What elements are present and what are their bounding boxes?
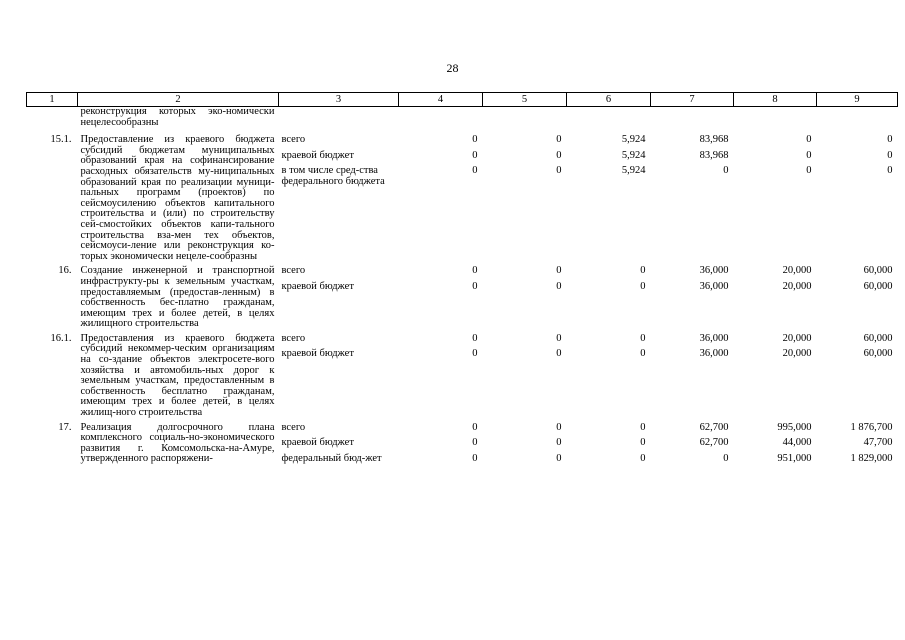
funding-source: краевой бюджет — [281, 149, 354, 161]
funding-source: краевой бюджет — [281, 348, 354, 360]
amount-value: 60,000 — [863, 280, 893, 292]
value-cell-v9 — [817, 135, 898, 262]
value-cell-v7 — [651, 262, 734, 330]
row-description: Создание инженерной и транспортной инфраструкту-ры к земельным участкам, предоставляемым (предостав-ленным) в собственность бес-платно гражданам, имеющим трех и более детей, в целях жилищного строительства — [80, 265, 275, 330]
row-description: Предоставления из краевого бюджета субсидий некоммер-ческим организациям на со-здание объектов электросете-вого хозяйства и автомобиль-ных дорог к земельным участкам, предоставленным в собственность бесплатно гражданам, имеющим трех и более детей, в целях жилищ-ного строительства — [80, 332, 275, 419]
amount-value: 0 — [887, 149, 893, 161]
value-cell-v5 — [483, 135, 567, 262]
budget-table — [26, 92, 898, 469]
table-row — [27, 330, 898, 419]
amount-value: 62,700 — [699, 421, 729, 433]
amount-value: 0 — [472, 265, 478, 277]
amount-value: 0 — [640, 452, 646, 464]
amount-value: 60,000 — [863, 332, 893, 344]
column-header: 6 — [567, 93, 651, 107]
amount-value: 0 — [556, 348, 562, 360]
row-description: Реализация долгосрочного плана комплексного социаль-но-экономического развития г. Комсомольска-на-Амуре, утвержденного распоряжени- — [80, 421, 275, 465]
amount-value: 0 — [556, 452, 562, 464]
amount-value: 36,000 — [699, 332, 729, 344]
funding-source-cell — [279, 330, 399, 419]
amount-value: 60,000 — [863, 265, 893, 277]
row-description: Предоставление из краевого бюджета субсидий бюджетам муниципальных образований края на софинансирование расходных обязательств му-ниципальных образований края по реализации муници-пальных программ (проектов) по сейсмоусилению объектов капитального строительства и (или) по строительству сей-смостойких объектов капи-тального строительства вза-мен тех объектов, сейсмоуси-ление или реконструкция ко-торых экономически нецеле-сообразны — [80, 134, 275, 262]
amount-value: 0 — [640, 421, 646, 433]
value-cell-v5 — [483, 419, 567, 470]
amount-value: 60,000 — [863, 348, 893, 360]
amount-value: 0 — [472, 437, 478, 449]
value-cell-v8 — [734, 419, 817, 470]
column-header: 9 — [817, 93, 898, 107]
funding-source-cell — [279, 135, 399, 262]
amount-value: 36,000 — [699, 348, 729, 360]
funding-source: всего — [281, 332, 306, 344]
value-cell-v9 — [817, 419, 898, 470]
funding-source: всего — [281, 265, 306, 277]
column-header: 8 — [734, 93, 817, 107]
amount-value: 0 — [887, 165, 893, 177]
amount-value: 0 — [556, 134, 562, 146]
amount-value: 5,924 — [621, 149, 646, 161]
funding-source-cell — [279, 419, 399, 470]
amount-value: 0 — [640, 332, 646, 344]
amount-value: 0 — [640, 348, 646, 360]
amount-value: 62,700 — [699, 437, 729, 449]
amount-value: 0 — [472, 348, 478, 360]
amount-value: 0 — [640, 280, 646, 292]
value-cell-v9 — [817, 330, 898, 419]
funding-source: краевой бюджет — [281, 280, 354, 292]
value-cell-v5 — [483, 262, 567, 330]
funding-source: всего — [281, 421, 306, 433]
amount-value: 0 — [723, 452, 729, 464]
amount-value: 0 — [472, 332, 478, 344]
column-header: 2 — [78, 93, 279, 107]
funding-source: всего — [281, 134, 306, 146]
value-cell-v5 — [483, 330, 567, 419]
value-cell-v6 — [567, 330, 651, 419]
amount-value: 36,000 — [699, 265, 729, 277]
continuation-row — [27, 107, 898, 136]
funding-source: краевой бюджет — [281, 437, 354, 449]
value-cell-v4 — [399, 262, 483, 330]
column-header: 1 — [27, 93, 78, 107]
amount-value: 20,000 — [782, 348, 812, 360]
amount-value: 0 — [472, 149, 478, 161]
row-index: 16.1. — [50, 332, 72, 344]
amount-value: 0 — [472, 452, 478, 464]
value-cell-v8 — [734, 262, 817, 330]
amount-value: 0 — [640, 437, 646, 449]
amount-value: 20,000 — [782, 265, 812, 277]
amount-value: 0 — [472, 421, 478, 433]
amount-value: 0 — [556, 149, 562, 161]
funding-source: федеральный бюд-жет — [281, 452, 382, 464]
table-row — [27, 419, 898, 470]
amount-value: 36,000 — [699, 280, 729, 292]
value-cell-v4 — [399, 419, 483, 470]
row-index: 15.1. — [50, 134, 72, 146]
amount-value: 83,968 — [699, 149, 729, 161]
table-row — [27, 135, 898, 262]
column-header: 7 — [651, 93, 734, 107]
amount-value: 0 — [723, 165, 729, 177]
value-cell-v7 — [651, 330, 734, 419]
amount-value: 0 — [806, 149, 812, 161]
amount-value: 20,000 — [782, 332, 812, 344]
amount-value: 83,968 — [699, 134, 729, 146]
amount-value: 0 — [556, 280, 562, 292]
amount-value: 20,000 — [782, 280, 812, 292]
amount-value: 0 — [556, 165, 562, 177]
amount-value: 951,000 — [777, 452, 812, 464]
funding-source-cell — [279, 262, 399, 330]
value-cell-v7 — [651, 135, 734, 262]
column-header: 3 — [279, 93, 399, 107]
column-number-header — [27, 93, 898, 107]
amount-value: 0 — [556, 421, 562, 433]
amount-value: 5,924 — [621, 134, 646, 146]
table-row — [27, 262, 898, 330]
row-index: 17. — [58, 421, 72, 433]
amount-value: 995,000 — [777, 421, 812, 433]
value-cell-v6 — [567, 135, 651, 262]
value-cell-v6 — [567, 262, 651, 330]
column-header: 5 — [483, 93, 567, 107]
amount-value: 0 — [472, 280, 478, 292]
amount-value: 5,924 — [621, 165, 646, 177]
amount-value: 1 876,700 — [850, 421, 893, 433]
amount-value: 0 — [556, 265, 562, 277]
value-cell-v6 — [567, 419, 651, 470]
value-cell-v8 — [734, 135, 817, 262]
amount-value: 0 — [887, 134, 893, 146]
amount-value: 44,000 — [782, 437, 812, 449]
value-cell-v8 — [734, 330, 817, 419]
funding-source: в том числе сред-ства федерального бюджета — [281, 165, 385, 187]
amount-value: 0 — [806, 134, 812, 146]
amount-value: 1 829,000 — [850, 452, 893, 464]
amount-value: 0 — [556, 437, 562, 449]
value-cell-v9 — [817, 262, 898, 330]
value-cell-v4 — [399, 135, 483, 262]
page-number: 28 — [446, 61, 459, 75]
row-index: 16. — [58, 265, 72, 277]
amount-value: 0 — [472, 134, 478, 146]
column-header: 4 — [399, 93, 483, 107]
value-cell-v4 — [399, 330, 483, 419]
amount-value: 0 — [556, 332, 562, 344]
value-cell-v7 — [651, 419, 734, 470]
amount-value: 0 — [640, 265, 646, 277]
continuation-text: реконструкция которых эко-номически нецелесообразны — [80, 106, 275, 128]
amount-value: 0 — [472, 165, 478, 177]
amount-value: 0 — [806, 165, 812, 177]
amount-value: 47,700 — [863, 437, 893, 449]
